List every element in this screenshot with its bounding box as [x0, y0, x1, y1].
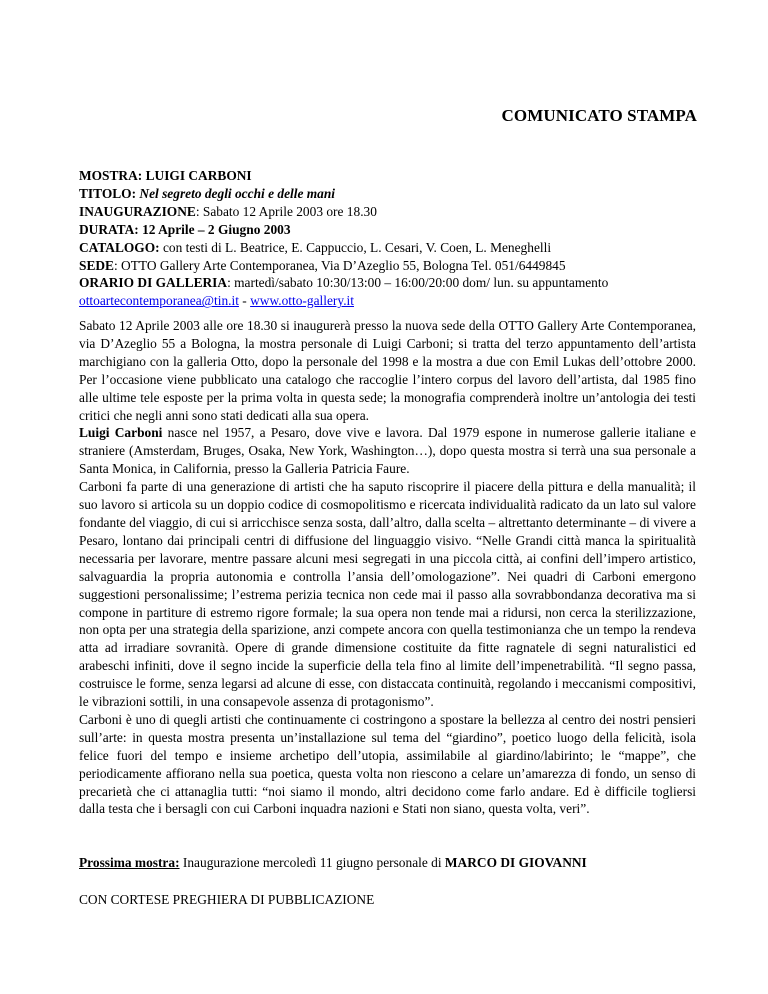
next-exhibition-label: Prossima mostra:: [79, 855, 180, 870]
exhibition-info: [79, 167, 719, 310]
mostra-label: MOSTRA: [79, 168, 138, 183]
contacts-separator: -: [238, 293, 251, 309]
next-exhibition-artist: MARCO DI GIOVANNI: [444, 855, 587, 870]
durata-label: DURATA: 12 Aprile – 2 Giugno 2003: [79, 221, 291, 237]
sede-label: SEDE: [79, 257, 114, 273]
sede-row: [79, 257, 719, 275]
inaugurazione-value: : Sabato 12 Aprile 2003 ore 18.30: [195, 203, 377, 219]
publication-request: CON CORTESE PREGHIERA DI PUBBLICAZIONE: [79, 892, 375, 907]
website-link[interactable]: www.otto-gallery.it: [250, 293, 354, 309]
inaugurazione-label: INAUGURAZIONE: [79, 203, 196, 219]
paragraph-exhibition: Carboni è uno di quegli artisti che continuamente ci costringono a spostare la bellezza al centro dei nostri pensieri sull’arte: in questa mostra presenta un’installazione sul tema del “giardino”, poetico luogo della felicità, isola felice fuori del tempo e insieme archetipo dell’utopia, assimilabile al giardino/labirinto; le “mappe”, che periodicamente affiorano nella sua poetica, questa volta non riescono a celare un’amarezza di fondo, un senso di precarietà che ci attanaglia tutti: “noi siamo il mondo, altri decidono come farlo andare. Ed è difficile togliersi dalla testa che i bersagli con cui Carboni inquadra nazioni e Stati non siano, questa volta, veri”.: [79, 711, 696, 817]
contacts-row: [79, 292, 719, 310]
titolo-row: [79, 185, 719, 203]
paragraph-biography: [79, 424, 696, 478]
next-exhibition-text: Inaugurazione mercoledì 11 giugno personale di: [179, 855, 445, 870]
orario-value: : martedì/sabato 10:30/13:00 – 16:00/20:00 dom/ lun. su appuntamento: [227, 275, 609, 291]
biography-text: nasce nel 1957, a Pesaro, dove vive e lavora. Dal 1979 espone in numerose gallerie italiane e straniere (Amsterdam, Bruges, Osaka, New York, Washington…), dopo questa mostra si terrà una sua personale a Santa Monica, in California, presso la Galleria Patricia Faure.: [79, 425, 696, 477]
press-release-body: [79, 317, 696, 818]
titolo-value: Nel segreto degli occhi e delle mani: [136, 185, 336, 201]
orario-row: [79, 274, 719, 292]
catalogo-row: [79, 239, 719, 257]
titolo-label: TITOLO:: [79, 185, 137, 201]
inaugurazione-row: [79, 203, 719, 221]
durata-row: [79, 221, 719, 239]
next-exhibition: [79, 854, 587, 872]
paragraph-intro: Sabato 12 Aprile 2003 alle ore 18.30 si inaugurerà presso la nuova sede della OTTO Gallery Arte Contemporanea, via D’Azeglio 55 a Bologna, la mostra personale di Luigi Carboni; si tratta del terzo appuntamento dell’artista marchigiano con la galleria Otto, dopo la personale del 1998 e la mostra a due con Emil Lukas dell’ottobre 2000. Per l’occasione viene pubblicato una catalogo che raccoglie l’intero corpus del lavoro dell’artista, dal 1985 fino alle ultime tele esposte per la prima volta in questa sede; la monografia comprenderà inoltre un’antologia dei testi critici che negli anni sono stati dedicati alla sua opera.: [79, 318, 696, 423]
artist-name: Luigi Carboni: [79, 425, 163, 441]
catalogo-value: con testi di L. Beatrice, E. Cappuccio, L. Cesari, V. Coen, L. Meneghelli: [159, 239, 552, 255]
paragraph-work: Carboni fa parte di una generazione di artisti che ha saputo riscoprire il piacere della pittura e della manualità; il suo lavoro si articola su un doppio codice di cosmopolitismo e ricercata individualità radicato da un lato sul valore fondante del viaggio, di cui si arricchisce senza sosta, dall’altro, dalla scelta – altrettanto determinante – di vivere a Pesaro, lontano dai principali centri di diffusione del linguaggio visivo. “Nelle Grandi città manca la spiritualità necessaria per lavorare, mentre passare alcuni mesi segregati in una piccola città, ai confini dell’impero artistico, salvaguardia la propria autonomia e controlla l’ansia dell’omologazione”. Nei quadri di Carboni emergono suggestioni personalissime; l’estrema perizia tecnica non cede mai il passo alla sovrabbondanza decorativa ma si compone in partiture di estremo rigore formale; la sua opera non tende mai a ridursi, non cerca la sterilizzazione, non opta per una strategia della sparizione, anzi compete ancora con quella testimonianza che un tempo la rendeva atta ad irradiare sovranità. Opere di grande dimensione costituite da fitte ragnatele di segni naturalistici ed arabeschi infiniti, dove il segno incide la superficie della tela fino al limite dell’impenetrabilità. “Il segno passa, costruisce le forme, senza legarsi ad alcune di esse, con distaccata continuità, regolando i meccanismi compositivi, le vibrazioni sottili, in una consapevole assenza di protagonismo”.: [79, 479, 696, 710]
catalogo-label: CATALOGO:: [79, 239, 160, 255]
email-link[interactable]: ottoartecontemporanea@tin.it: [79, 293, 239, 309]
document-title: COMUNICATO STAMPA: [501, 106, 697, 125]
orario-label: ORARIO DI GALLERIA: [79, 275, 228, 291]
mostra-row: [79, 167, 719, 185]
mostra-value: : LUIGI CARBONI: [137, 168, 252, 183]
sede-value: : OTTO Gallery Arte Contemporanea, Via D’Azeglio 55, Bologna Tel. 051/6449845: [113, 257, 566, 273]
